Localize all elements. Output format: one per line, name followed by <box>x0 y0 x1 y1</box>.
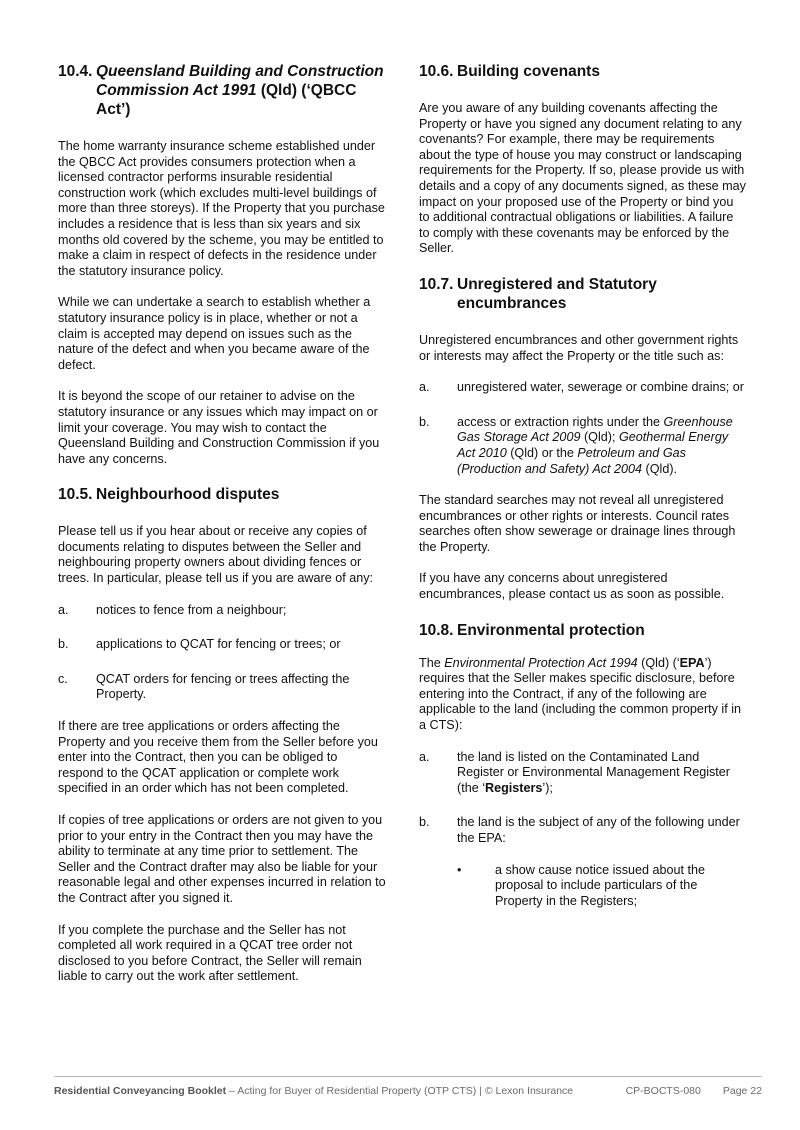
list-text: the land is the subject of any of the following under the EPA: <box>457 815 740 845</box>
text-run: (Qld); <box>580 430 619 445</box>
list-item <box>419 415 747 477</box>
list-text: applications to QCAT for fencing or trees; or <box>96 637 341 652</box>
list-label: b. <box>419 414 430 429</box>
paragraph: It is beyond the scope of our retainer to advise on the statutory insurance or any issues which may impact on or limit your coverage. You may wish to contact the Queensland Building and Construction Commission if you have any concerns. <box>58 389 380 466</box>
list-item <box>419 750 747 797</box>
list-text <box>457 415 747 477</box>
section-heading <box>419 621 747 640</box>
bullet-icon: • <box>457 862 462 877</box>
list-item <box>58 637 386 653</box>
list-item <box>58 672 386 703</box>
list-label: a. <box>419 749 430 764</box>
list-label: b. <box>419 815 430 830</box>
text-run: (Qld) or the <box>506 445 578 460</box>
section-heading <box>58 62 386 119</box>
section-title: Neighbourhood disputes <box>96 486 280 504</box>
booklet-subtitle: – Acting for Buyer of Residential Property (OTP CTS) | © Lexon Insurance <box>226 1085 574 1097</box>
section-heading <box>419 62 747 81</box>
section-10-7 <box>419 275 747 603</box>
list-text: notices to fence from a neighbour; <box>96 602 287 617</box>
list-item <box>58 603 386 619</box>
list-text: QCAT orders for fencing or trees affecting the Property. <box>96 671 350 702</box>
page-footer <box>54 1076 762 1097</box>
bullet-text: a show cause notice issued about the proposal to include particulars of the Property in the Registers; <box>495 862 706 908</box>
act-title: Greenhouse Gas Storage Act 2009 <box>457 414 733 445</box>
booklet-name: Residential Conveyancing Booklet <box>54 1085 227 1097</box>
paragraph: Unregistered encumbrances and other government rights or interests may affect the Property or the title such as: <box>419 332 739 363</box>
act-title: Queensland Building and Construction Commission Act 1991 <box>96 63 384 99</box>
act-title: Environmental Protection Act 1994 <box>444 655 638 670</box>
section-heading <box>58 485 386 504</box>
document-code: CP-BOCTS-080 <box>625 1085 701 1097</box>
paragraph <box>419 656 747 734</box>
section-title: Building covenants <box>457 63 600 80</box>
act-title: Petroleum and Gas (Production and Safety) Act 2004 <box>457 445 686 476</box>
list-item <box>419 380 747 396</box>
footer-left <box>54 1085 573 1097</box>
section-title: Environmental protection <box>457 621 645 639</box>
text-run: ’); <box>542 780 553 795</box>
bullet-item <box>457 863 747 910</box>
section-title: Unregistered and Statutory encumbrances <box>457 275 657 312</box>
page-number: Page 22 <box>722 1085 762 1097</box>
text-run: the land is listed on the Contaminated Land Register or Environmental Management Register (the ‘ <box>457 749 730 795</box>
section-10-6 <box>419 62 747 257</box>
text-run: ’) requires that the Seller makes specific disclosure, before entering into the Contract, if any of the following are applicable to the land (including the common property if in a CTS): <box>419 655 742 733</box>
list-label: c. <box>58 671 68 686</box>
list-label: a. <box>58 602 69 617</box>
section-number: 10.8. <box>419 621 454 639</box>
left-column <box>58 62 386 1001</box>
text-run: (Qld) (‘ <box>637 655 680 670</box>
section-number: 10.4. <box>58 63 93 80</box>
text-run: The <box>419 655 445 670</box>
footer-right <box>604 1085 762 1097</box>
text-run: access or extraction rights under the <box>457 414 664 429</box>
list-text <box>457 750 747 797</box>
section-heading <box>419 275 747 313</box>
section-10-4 <box>58 62 386 467</box>
paragraph: If copies of tree applications or orders are not given to you prior to your entry in the Contract then you may have the ability to terminate at any time prior to settlement. The Seller and the Contract drafter may also be liable for your reasonable legal and other expenses incurred in relation to the Contract after you signed it. <box>58 813 386 905</box>
list-label: b. <box>58 637 69 652</box>
text-run: (Qld). <box>642 461 678 476</box>
paragraph: If you complete the purchase and the Seller has not completed all work required in a QCAT tree order not disclosed to you before Contract, the Seller will remain liable to carry out the work after settlement. <box>58 922 362 984</box>
paragraph: While we can undertake a search to establish whether a statutory insurance policy is in place, whether or not a claim is accepted may depend on issues such as the nature of the defect and when you became aware of the defect. <box>58 295 371 372</box>
paragraph: Are you aware of any building covenants affecting the Property or have you signed any document relating to any covenants? For example, there may be requirements about the type of house you may construct or landscaping requirements for the Property. If so, please provide us with details and a copy of any documents signed, as these may impact on your proposed use of the Property or bind you to additional contractual obligations or liabilities. A failure to comply with these covenants may be enforced by the Seller. <box>419 101 746 256</box>
defined-term: EPA <box>679 655 705 670</box>
section-title <box>96 62 386 119</box>
list-text: unregistered water, sewerage or combine drains; or <box>457 380 745 395</box>
paragraph: If you have any concerns about unregistered encumbrances, please contact us as soon as possible. <box>419 571 725 602</box>
defined-term: Registers <box>485 780 543 795</box>
paragraph: If there are tree applications or orders affecting the Property and you receive them from the Seller before you enter into the Contract, then you can be obliged to respond to the QCAT application or complete work specified in an order which has not been completed. <box>58 719 378 796</box>
list-label: a. <box>419 380 430 395</box>
list-item <box>419 815 747 846</box>
act-suffix: (Qld) (‘QBCC Act’) <box>96 82 357 118</box>
paragraph: The standard searches may not reveal all unregistered encumbrances or other rights or interests. Council rates searches often show sewerage or drainage lines through the Property. <box>419 493 736 554</box>
section-number: 10.7. <box>419 275 454 293</box>
section-10-5 <box>58 485 386 985</box>
section-number: 10.6. <box>419 63 454 80</box>
paragraph: Please tell us if you hear about or receive any copies of documents relating to disputes between the Seller and neighbouring property owners about dividing fences or trees. In particular, please tell us if you are aware of any: <box>58 524 374 586</box>
section-10-8 <box>419 621 747 910</box>
paragraph: The home warranty insurance scheme established under the QBCC Act provides consumers protection when a licensed contractor performs insurable residential construction work (which excludes multi-level buildings of more than three storeys). If the Property that you purchase includes a residence that is less than six years and six months old covered by the scheme, you may be entitled to make a claim in respect of defects in the residence under the statutory insurance policy. <box>58 139 385 278</box>
act-title: Geothermal Energy Act 2010 <box>457 430 729 460</box>
right-column <box>419 62 747 925</box>
section-number: 10.5. <box>58 486 93 504</box>
